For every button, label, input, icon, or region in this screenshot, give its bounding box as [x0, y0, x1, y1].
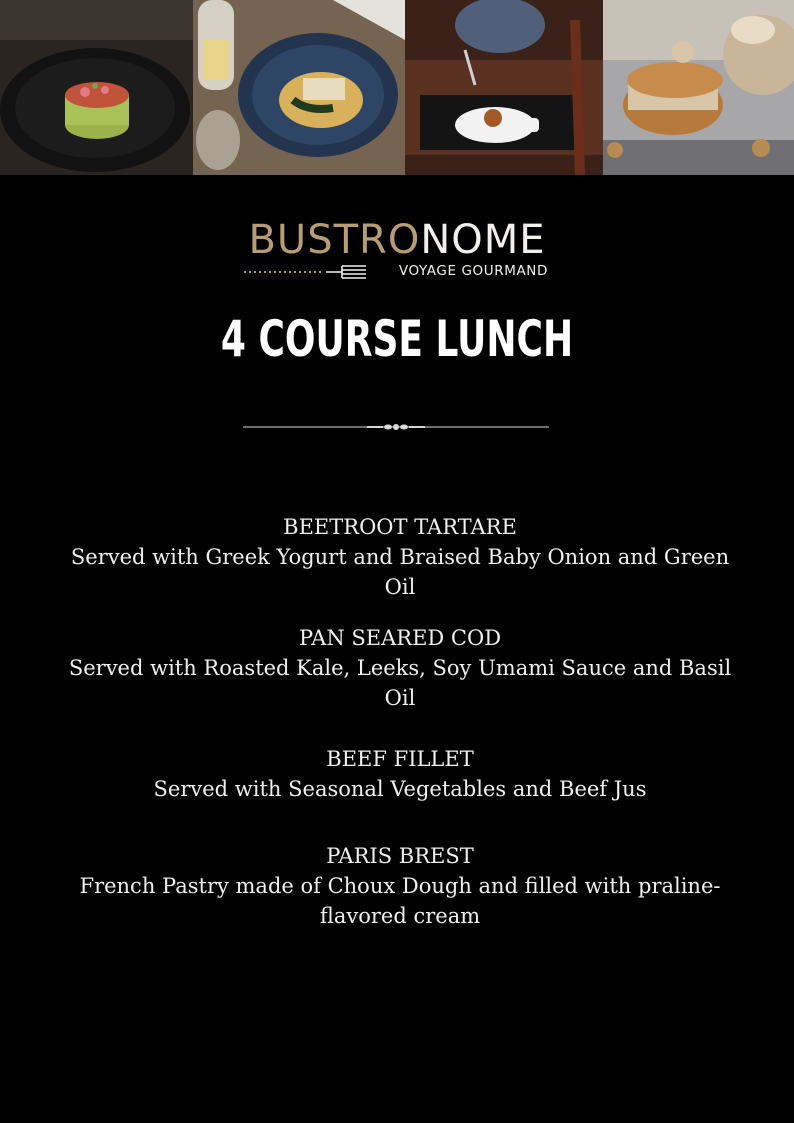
photo-strip	[0, 0, 794, 175]
beetroot-tartare-photo	[0, 0, 193, 175]
course-description: Served with Roasted Kale, Leeks, Soy Umami Sauce and Basil Oil	[68, 656, 732, 710]
course-name: BEETROOT TARTARE	[283, 515, 517, 539]
course-item	[60, 744, 740, 804]
logo-tagline: VOYAGE GOURMAND	[398, 263, 548, 279]
brand-name-part2: NOME	[420, 217, 546, 263]
course-name: PAN SEARED COD	[298, 626, 502, 650]
course-description: Served with Greek Yogurt and Braised Baby Onion and Green Oil	[70, 545, 730, 599]
fork-divider-icon	[242, 262, 382, 282]
course-name: PARIS BREST	[326, 844, 474, 868]
course-item	[60, 512, 740, 602]
pan-seared-cod-photo	[193, 0, 405, 175]
course-item	[60, 623, 740, 713]
bus-table-setting-photo	[405, 0, 603, 175]
logo-tagline-row	[242, 262, 548, 282]
ornamental-divider-icon	[243, 418, 549, 436]
menu-title: 4 COURSE LUNCH	[220, 310, 574, 368]
paris-brest-photo	[603, 0, 794, 175]
bustronome-logo	[0, 218, 794, 262]
course-item	[60, 841, 740, 931]
brand-name-part1: BUSTRO	[248, 217, 421, 263]
brand-name	[248, 218, 545, 262]
course-description: Served with Seasonal Vegetables and Beef Jus	[153, 777, 647, 801]
course-name: BEEF FILLET	[326, 747, 474, 771]
course-description: French Pastry made of Choux Dough and filled with praline-flavored cream	[79, 874, 721, 928]
